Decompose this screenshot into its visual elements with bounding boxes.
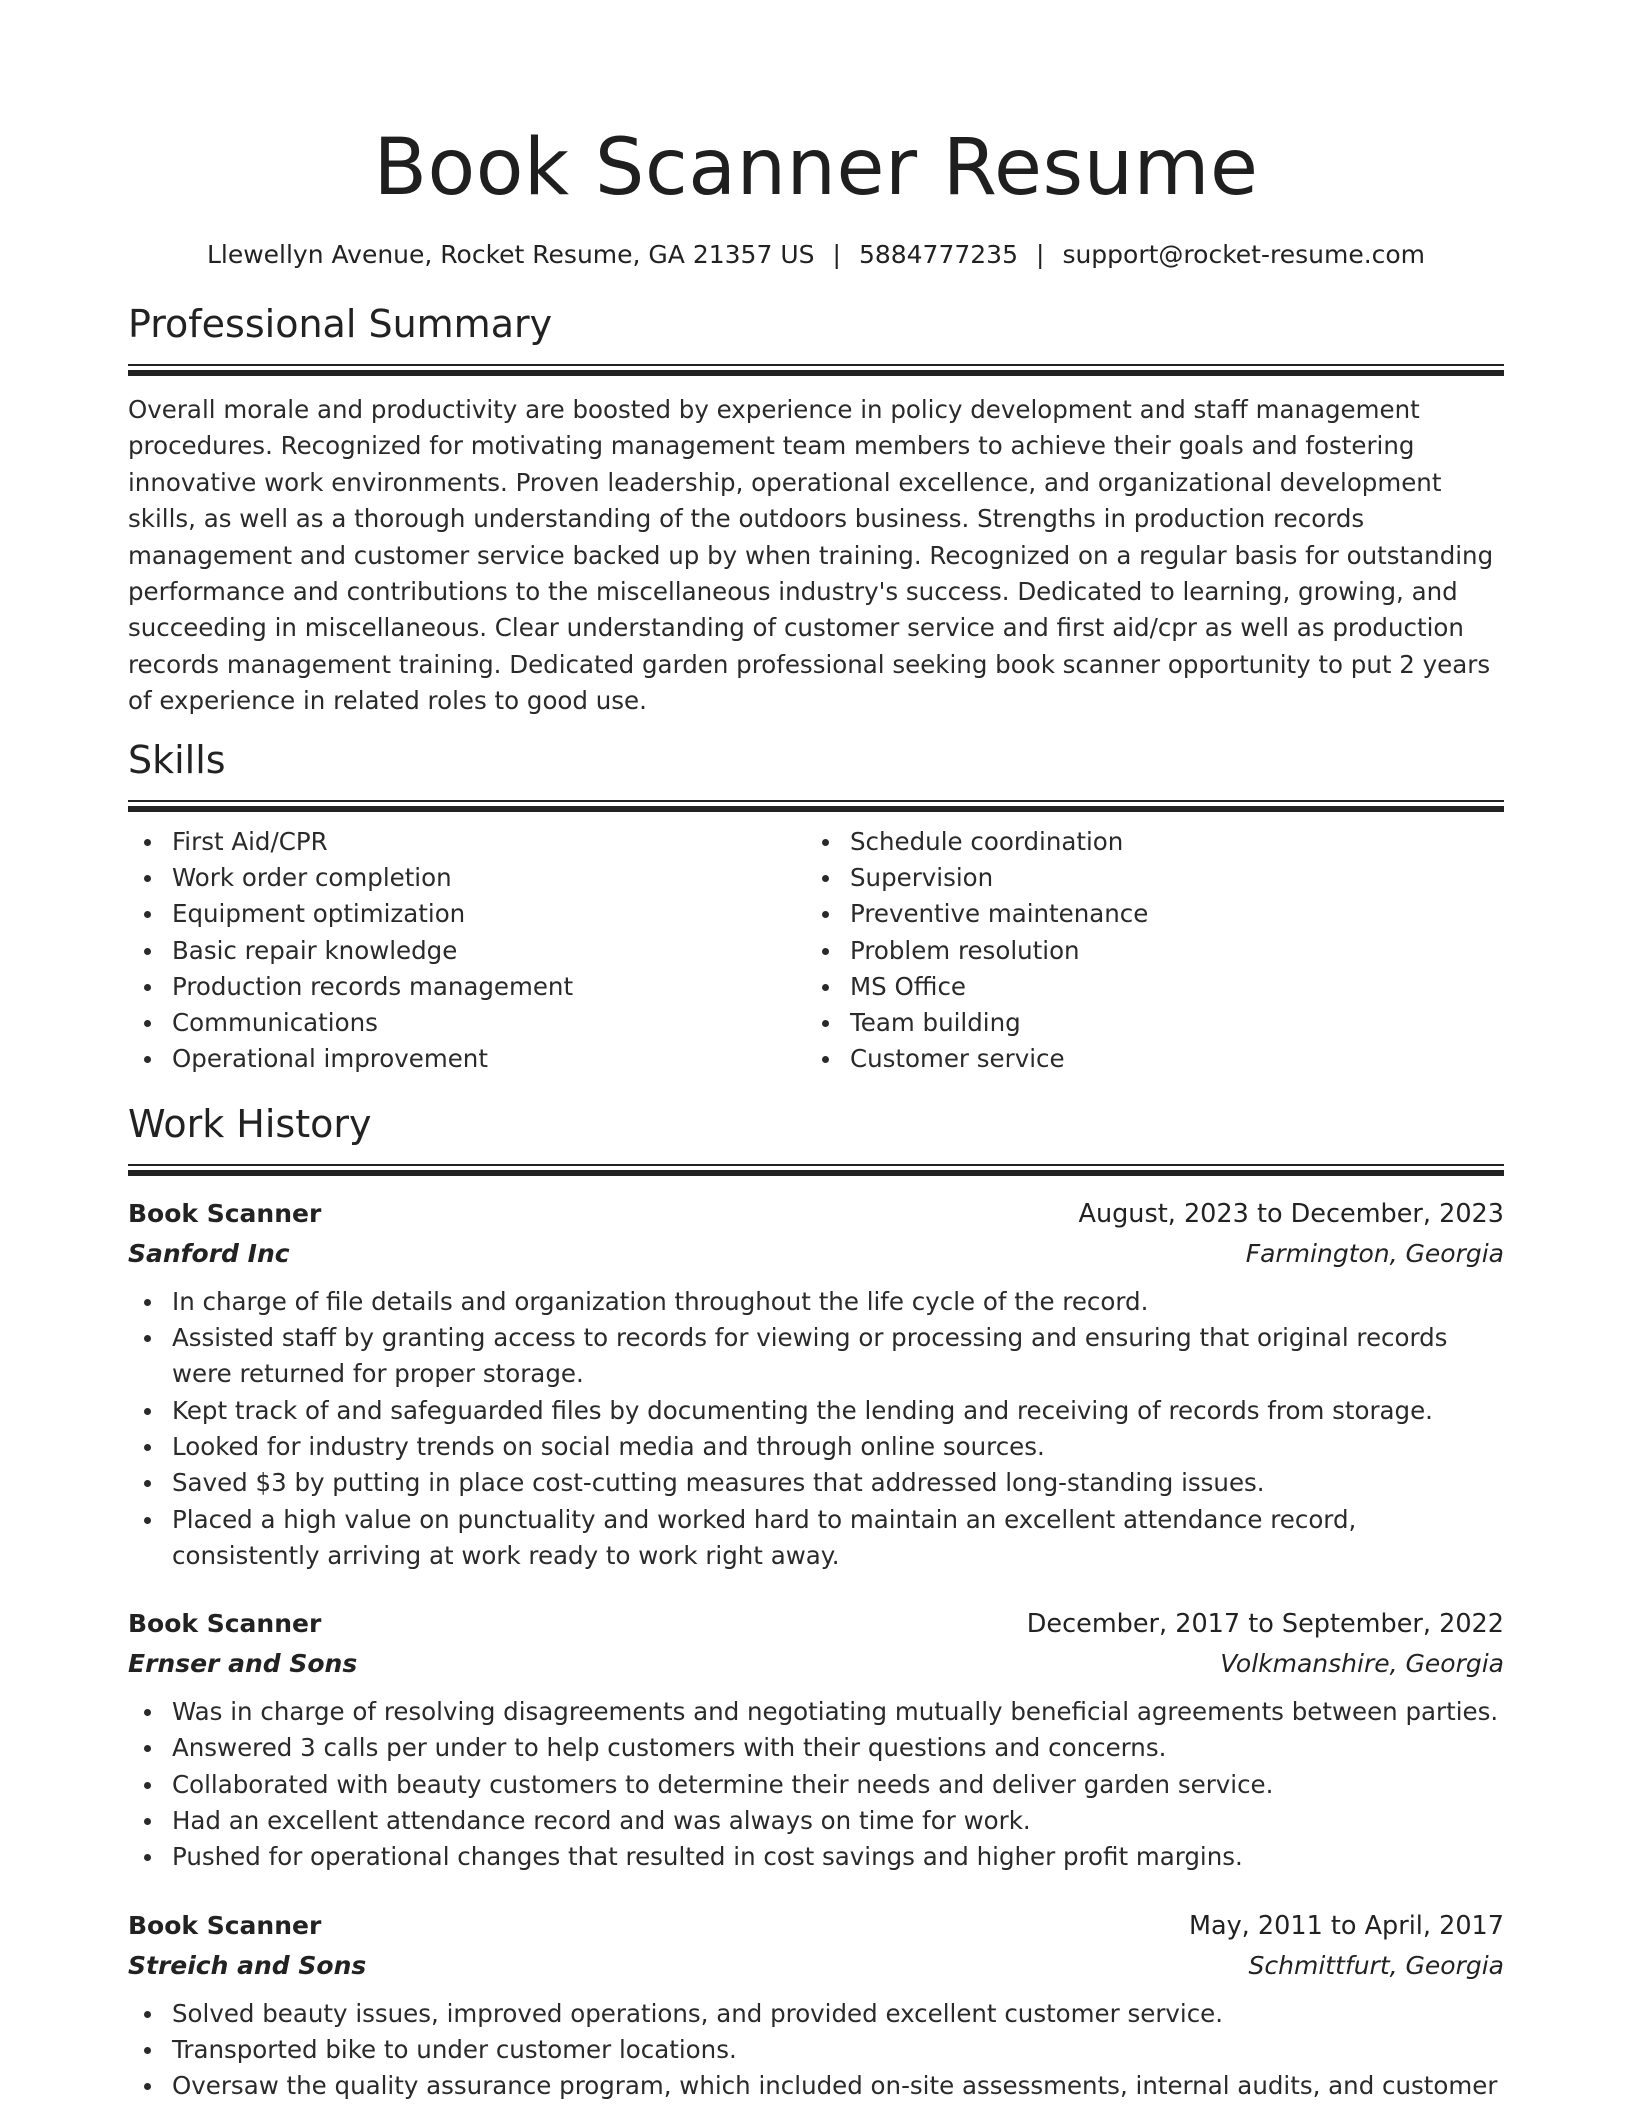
skills-section xyxy=(128,736,1504,1078)
skill-item: Production records management xyxy=(172,969,806,1005)
skill-item: Supervision xyxy=(850,860,1484,896)
duty-item: Had an excellent attendance record and was always on time for work. xyxy=(172,1803,1504,1839)
job-title: Book Scanner xyxy=(128,1198,322,1228)
contact-separator: | xyxy=(1036,240,1045,269)
job-duties xyxy=(128,1996,1504,2105)
duty-item: Solved beauty issues, improved operations, and provided excellent customer service. xyxy=(172,1996,1504,2032)
duty-item: Collaborated with beauty customers to determine their needs and deliver garden service. xyxy=(172,1767,1504,1803)
duty-item: Oversaw the quality assurance program, which included on-site assessments, internal audits, and customer xyxy=(172,2068,1504,2104)
job-entry xyxy=(128,1194,1504,1574)
skill-item: Communications xyxy=(172,1005,806,1041)
contact-address: Llewellyn Avenue, Rocket Resume, GA 21357 US xyxy=(206,240,815,269)
job-location: Farmington, Georgia xyxy=(1245,1238,1504,1268)
work-history-section xyxy=(128,1100,1504,2105)
job-dates: August, 2023 to December, 2023 xyxy=(1078,1198,1504,1229)
job-company-row xyxy=(128,1946,1504,1986)
duty-item: Transported bike to under customer locations. xyxy=(172,2032,1504,2068)
duty-item: Kept track of and safeguarded files by documenting the lending and receiving of records from storage. xyxy=(172,1393,1504,1429)
job-company: Ernser and Sons xyxy=(128,1649,358,1679)
job-location: Volkmanshire, Georgia xyxy=(1220,1649,1504,1679)
skill-item: Work order completion xyxy=(172,860,806,896)
summary-section xyxy=(128,300,1504,720)
skills-list-left xyxy=(128,824,806,1078)
skill-item: Schedule coordination xyxy=(850,824,1484,860)
duty-item: Assisted staff by granting access to records for viewing or processing and ensuring that original records were returned for proper storage. xyxy=(172,1320,1504,1393)
section-divider xyxy=(128,1164,1504,1176)
duty-item: Pushed for operational changes that resulted in cost savings and higher profit margins. xyxy=(172,1839,1504,1875)
section-divider xyxy=(128,800,1504,812)
skill-item: Customer service xyxy=(850,1041,1484,1077)
resume-title: Book Scanner Resume xyxy=(373,123,1259,213)
job-title: Book Scanner xyxy=(128,1910,322,1940)
summary-heading: Professional Summary xyxy=(128,302,553,346)
duty-item: Looked for industry trends on social media and through online sources. xyxy=(172,1429,1504,1465)
job-header-row xyxy=(128,1194,1504,1234)
job-company: Streich and Sons xyxy=(128,1950,367,1980)
job-location: Schmittfurt, Georgia xyxy=(1248,1950,1504,1980)
skill-item: Equipment optimization xyxy=(172,896,806,932)
duty-item: In charge of file details and organization throughout the life cycle of the record. xyxy=(172,1284,1504,1320)
skill-item: First Aid/CPR xyxy=(172,824,806,860)
duty-item: Was in charge of resolving disagreements and negotiating mutually beneficial agreements between parties. xyxy=(172,1694,1504,1730)
section-divider xyxy=(128,364,1504,376)
contact-phone: 5884777235 xyxy=(858,240,1018,269)
job-title: Book Scanner xyxy=(128,1609,322,1639)
contact-line xyxy=(128,238,1504,272)
contact-separator: | xyxy=(832,240,841,269)
resume-page xyxy=(128,0,1504,2104)
duty-item: Placed a high value on punctuality and worked hard to maintain an excellent attendance record, consistently arriving at work ready to work right away. xyxy=(172,1502,1504,1575)
job-dates: December, 2017 to September, 2022 xyxy=(1026,1609,1504,1640)
skill-item: Team building xyxy=(850,1005,1484,1041)
skills-columns xyxy=(128,824,1504,1078)
contact-email[interactable]: support@rocket-resume.com xyxy=(1062,240,1426,269)
job-entry xyxy=(128,1906,1504,2105)
job-company-row xyxy=(128,1234,1504,1274)
job-company-row xyxy=(128,1644,1504,1684)
job-duties xyxy=(128,1694,1504,1875)
skill-item: Problem resolution xyxy=(850,933,1484,969)
skills-heading: Skills xyxy=(128,737,226,782)
skill-item: Preventive maintenance xyxy=(850,896,1484,932)
duty-item: Answered 3 calls per under to help customers with their questions and concerns. xyxy=(172,1730,1504,1766)
summary-text: Overall morale and productivity are boosted by experience in policy development and staff management procedures. Recognized for motivating management team members to achieve their goals and fostering innovative work environments. Proven leadership, operational excellence, and organizational development skills, as well as a thorough understanding of the outdoors business. Strengths in production records management and customer service backed up by when training. Recognized on a regular basis for outstanding performance and contributions to the miscellaneous industry's success. Dedicated to learning, growing, and succeeding in miscellaneous. Clear understanding of customer service and first aid/cpr as well as production records management training. Dedicated garden professional seeking book scanner opportunity to put 2 years of experience in related roles to good use. xyxy=(128,395,1494,716)
job-header-row xyxy=(128,1906,1504,1946)
job-duties xyxy=(128,1284,1504,1574)
skills-list-right xyxy=(806,824,1484,1078)
skill-item: Operational improvement xyxy=(172,1041,806,1077)
work-history-heading: Work History xyxy=(128,1101,372,1146)
job-entry xyxy=(128,1604,1504,1875)
job-header-row xyxy=(128,1604,1504,1644)
skill-item: MS Office xyxy=(850,969,1484,1005)
duty-item: Saved $3 by putting in place cost-cutting measures that addressed long-standing issues. xyxy=(172,1465,1504,1501)
job-company: Sanford Inc xyxy=(128,1238,290,1268)
job-dates: May, 2011 to April, 2017 xyxy=(1188,1910,1504,1941)
skill-item: Basic repair knowledge xyxy=(172,933,806,969)
